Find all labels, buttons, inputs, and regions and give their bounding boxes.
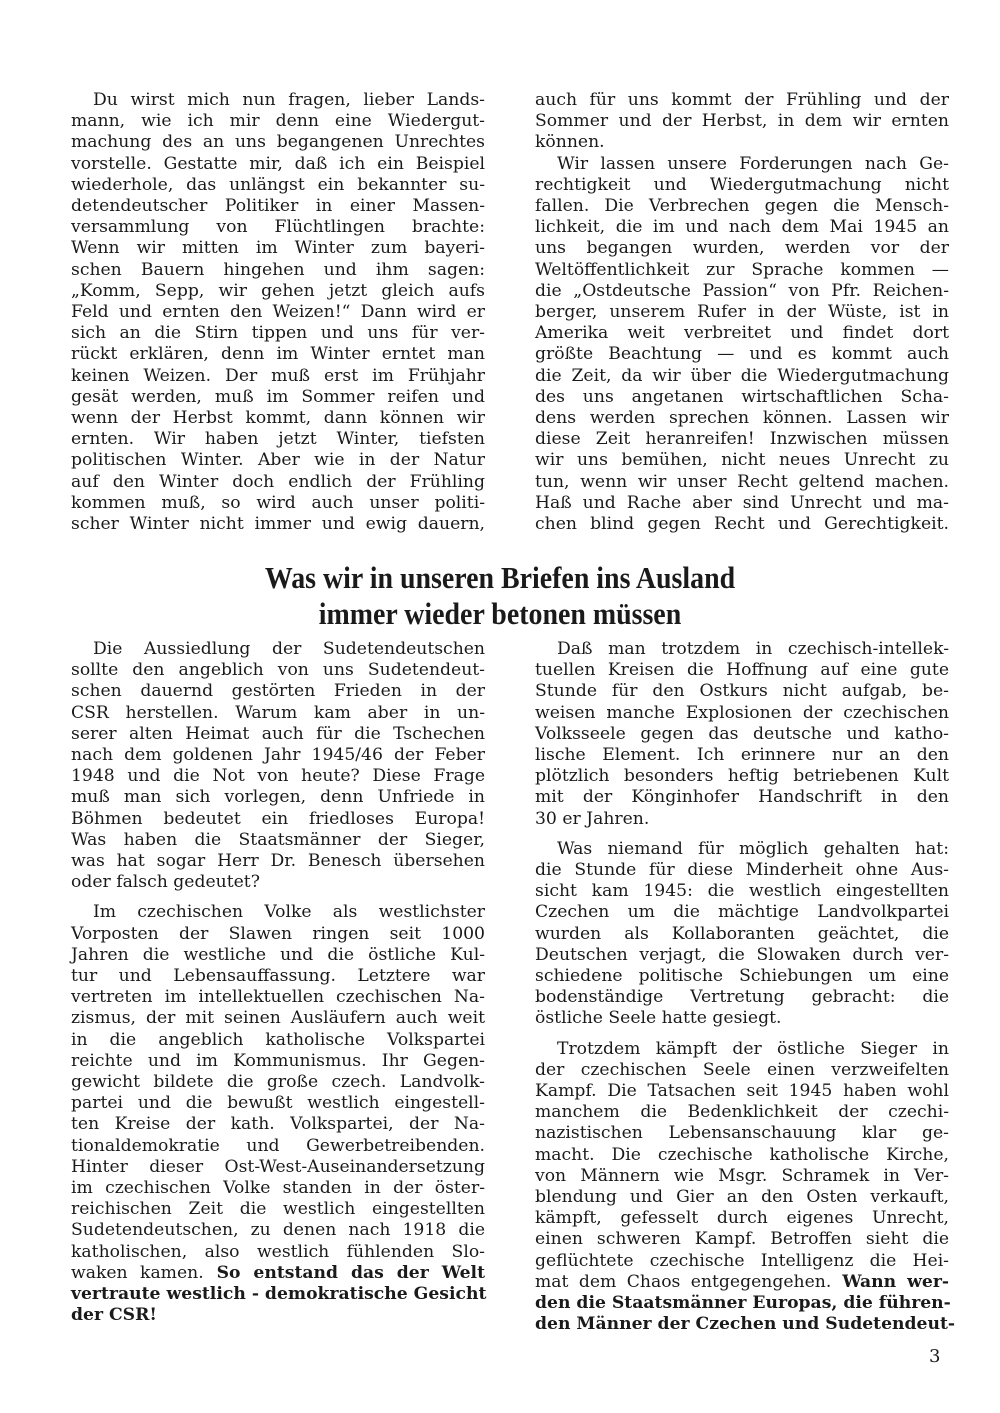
- text-line: berger, unserem Rufer in der Wüste, ist in: [535, 302, 949, 323]
- text-line: Böhmen bedeutet ein friedloses Europa!: [71, 808, 485, 829]
- text-line: Deutschen verjagt, die Slowaken durch ver-: [535, 944, 949, 965]
- paragraph: [513, 1038, 956, 1336]
- text-line: 30 er Jahren.: [535, 808, 650, 829]
- emphasis-line: der CSR!: [71, 1305, 157, 1326]
- text-line: wiederhole, das unlängst ein bekannter su-: [71, 174, 485, 195]
- text-line: tuellen Kreisen die Hoffnung auf eine gute: [535, 660, 949, 681]
- text-line: vorstelle. Gestatte mir, daß ich ein Beispiel: [71, 153, 485, 174]
- page-number: 3: [929, 1346, 941, 1367]
- emphasis-text: So entstand das der Welt: [203, 1262, 486, 1283]
- emphasis-line: vertraute westlich - demokratische Gesicht: [71, 1284, 487, 1305]
- emphasis-text: Wann wer-: [831, 1271, 950, 1292]
- text-line: gewicht bildete die große czech. Landvolk-: [71, 1072, 485, 1093]
- text-line: der czechischen Seele einen verzweifelten: [535, 1059, 949, 1080]
- text-line: diese Zeit heranreifen! Inzwischen müssen: [535, 429, 949, 450]
- text-line: einen schweren Kampf. Betroffen sieht die: [535, 1229, 949, 1250]
- emphasis-line: den die Staatsmänner Europas, die führen-: [535, 1293, 951, 1314]
- text-line: manchem die Bedenklichkeit der czechi-: [535, 1102, 949, 1123]
- text-line: reichischen Zeit die westlich eingestellten: [71, 1199, 485, 1220]
- text-line: vertreten im intellektuellen czechischen Na-: [71, 987, 485, 1008]
- text-line: mit der Könginhofer Handschrift in den: [535, 787, 949, 808]
- text-line: Jahren die westliche und die östliche Kul-: [71, 944, 485, 965]
- text-line: lische Element. Ich erinnere nur an den: [535, 745, 949, 766]
- text-line: rechtigkeit und Wiedergutmachung nicht: [535, 174, 949, 195]
- text-line: muß man sich vorlegen, denn Unfriede in: [71, 787, 485, 808]
- text-line: Die Aussiedlung der Sudetendeutschen: [93, 639, 485, 659]
- text-line: Stunde für den Ostkurs nicht aufgab, be-: [535, 681, 949, 702]
- text-line: gesät werden, muß im Sommer reifen und: [71, 386, 485, 407]
- text-line: macht. Die czechische katholische Kirche,: [535, 1144, 949, 1165]
- text-line: auch für uns kommt der Frühling und der: [535, 90, 949, 110]
- text-line: Haß und Rache aber sind Unrecht und ma-: [535, 492, 949, 513]
- text-line: mann, wie ich mir denn eine Wiedergut-: [71, 111, 485, 132]
- text-line: serer alten Heimat auch für die Tschechen: [71, 723, 485, 744]
- text-line: wenn der Herbst kommt, dann können wir: [71, 408, 485, 429]
- text-line: kämpft, gefesselt durch eigenes Unrecht,: [535, 1208, 949, 1229]
- paragraph: [513, 639, 949, 830]
- text-segment: waken kamen.: [71, 1262, 204, 1283]
- paragraph: [49, 90, 485, 535]
- text-line: Du wirst mich nun fragen, lieber Lands-: [93, 90, 485, 110]
- text-line: weisen manche Explosionen der czechischen: [535, 702, 949, 723]
- text-line: detendeutscher Politiker in einer Massen-: [71, 196, 485, 217]
- text-line: Hinter dieser Ost-West-Auseinandersetzung: [71, 1156, 485, 1177]
- text-line: lichkeit, die im und nach dem Mai 1945 an: [535, 217, 949, 238]
- text-line: „Komm, Sepp, wir gehen jetzt gleich aufs: [71, 280, 485, 301]
- text-line: was hat sogar Herr Dr. Benesch übersehen: [71, 851, 485, 872]
- text-line: im czechischen Volke standen in der öster-: [71, 1178, 485, 1199]
- text-line: plötzlich besonders heftig betriebenen Kult: [535, 766, 949, 787]
- text-line: partei und die bewußt westlich eingestell-: [71, 1093, 485, 1114]
- text-line: schiedene politische Schiebungen um eine: [535, 966, 949, 987]
- text-line: zismus, der mit seinen Ausläufern auch weit: [71, 1008, 485, 1029]
- text-line: Im czechischen Volke als westlichster: [93, 902, 485, 923]
- text-line: rückt erklären, denn im Winter erntet man: [71, 344, 485, 365]
- text-line: geflüchtete czechische Intelligenz die Hei-: [535, 1250, 949, 1271]
- text-line: sicht kam 1945: die westlich eingestellten: [535, 881, 949, 902]
- text-line: ten Kreise der kath. Volkspartei, der Na-: [71, 1114, 485, 1135]
- text-line: nach dem goldenen Jahr 1945/46 der Feber: [71, 745, 485, 766]
- text-line: kommen muß, so wird auch unser politi-: [71, 492, 485, 513]
- text-line: die Zeit, da wir über die Wiedergutmachung: [535, 365, 949, 386]
- text-line: blendung und Gier an den Osten verkauft,: [535, 1187, 949, 1208]
- paragraph: [49, 639, 485, 893]
- text-line: tun, wenn wir unser Recht geltend machen.: [535, 471, 949, 492]
- text-line: 1948 und die Not von heute? Diese Frage: [71, 766, 485, 787]
- paragraph: [513, 90, 949, 154]
- paragraph: [513, 839, 949, 1030]
- text-line: von Männern wie Msgr. Schramek in Ver-: [535, 1165, 949, 1186]
- text-line: reichte und im Kommunismus. Ihr Gegen-: [71, 1050, 485, 1071]
- text-line: [49, 1263, 485, 1284]
- text-line: Daß man trotzdem in czechisch-intellek-: [557, 639, 949, 659]
- text-line: fallen. Die Verbrechen gegen die Mensch-: [535, 196, 949, 217]
- text-line: dens werden sprechen können. Lassen wir: [535, 408, 949, 429]
- text-line: tionaldemokratie und Gewerbetreibenden.: [71, 1135, 485, 1156]
- text-line: Weltöffentlichkeit zur Sprache kommen —: [535, 259, 949, 280]
- text-line: östliche Seele hatte gesiegt.: [535, 1008, 782, 1029]
- text-line: Wir lassen unsere Forderungen nach Ge-: [557, 153, 949, 174]
- article2-headline: [50, 560, 950, 632]
- text-line: können.: [535, 132, 605, 153]
- text-line: ernten. Wir haben jetzt Winter, tiefsten: [71, 429, 485, 450]
- text-line: machung des an uns begangenen Unrechtes: [71, 132, 485, 153]
- text-line: [513, 1272, 949, 1293]
- text-line: Czechen um die mächtige Landvolkpartei: [535, 902, 949, 923]
- text-line: keinen Weizen. Der muß erst im Frühjahr: [71, 365, 485, 386]
- article1-left-column: [49, 90, 485, 535]
- article2-left-column: [49, 639, 485, 1327]
- text-line: schen Bauern hingehen und ihm sagen:: [71, 259, 485, 280]
- text-line: Was haben die Staatsmänner der Sieger,: [71, 829, 485, 850]
- headline-line: Was wir in unseren Briefen ins Ausland: [264, 560, 736, 595]
- text-line: Kampf. Die Tatsachen seit 1945 haben wohl: [535, 1081, 949, 1102]
- text-line: scher Winter nicht immer und ewig dauern,: [71, 514, 485, 535]
- text-line: nazistischen Lebensanschauung klar ge-: [535, 1123, 949, 1144]
- text-line: tur und Lebensauffassung. Letztere war: [71, 966, 485, 987]
- text-line: Wenn wir mitten im Winter zum bayeri-: [71, 238, 485, 259]
- emphasis-line: den Männer der Czechen und Sudetendeut-: [535, 1314, 956, 1335]
- text-line: schen dauernd gestörten Frieden in der: [71, 681, 485, 702]
- text-line: Volksseele gegen das deutsche und katho-: [535, 723, 949, 744]
- text-line: versammlung von Flüchtlingen brachte:: [71, 217, 485, 238]
- text-line: sich an die Stirn tippen und uns für ver-: [71, 323, 485, 344]
- text-line: wurden als Kollaboranten geächtet, die: [535, 923, 949, 944]
- text-line: größte Beachtung — und es kommt auch: [535, 344, 949, 365]
- text-line: bodenständige Vertretung gebracht: die: [535, 987, 949, 1008]
- text-line: Feld und ernten den Weizen!“ Dann wird er: [71, 302, 485, 323]
- paragraph: [49, 902, 485, 1326]
- text-line: politischen Winter. Aber wie in der Natur: [71, 450, 485, 471]
- text-line: Amerika weit verbreitet und findet dort: [535, 323, 949, 344]
- text-line: Vorposten der Slawen ringen seit 1000: [71, 923, 485, 944]
- paragraph: [513, 154, 949, 536]
- text-line: Trotzdem kämpft der östliche Sieger in: [557, 1038, 949, 1059]
- text-line: Was niemand für möglich gehalten hat:: [557, 838, 949, 859]
- text-segment: mat dem Chaos entgegengehen.: [535, 1271, 832, 1292]
- text-line: in die angeblich katholische Volkspartei: [71, 1029, 485, 1050]
- headline-line: immer wieder betonen müssen: [318, 596, 682, 631]
- text-line: Sommer und der Herbst, in dem wir ernten: [535, 111, 949, 132]
- text-line: uns begangen wurden, werden vor der: [535, 238, 949, 259]
- text-line: katholischen, also westlich fühlenden Slo-: [71, 1241, 485, 1262]
- text-line: die „Ostdeutsche Passion“ von Pfr. Reichen-: [535, 280, 949, 301]
- text-line: oder falsch gedeutet?: [71, 872, 260, 893]
- text-line: Sudetendeutschen, zu denen nach 1918 die: [71, 1220, 485, 1241]
- text-line: sollte den angeblich von uns Sudetendeut-: [71, 660, 485, 681]
- text-line: wir uns bemühen, nicht neues Unrecht zu: [535, 450, 949, 471]
- text-line: auf den Winter doch endlich der Frühling: [71, 471, 485, 492]
- article2-right-column: [513, 639, 956, 1336]
- text-line: des uns angetanen wirtschaftlichen Scha-: [535, 386, 949, 407]
- article1-right-column: [513, 90, 949, 535]
- text-line: die Stunde für diese Minderheit ohne Aus-: [535, 860, 949, 881]
- text-line: chen blind gegen Recht und Gerechtigkeit.: [535, 514, 949, 535]
- text-line: CSR herstellen. Warum kam aber in un-: [71, 702, 485, 723]
